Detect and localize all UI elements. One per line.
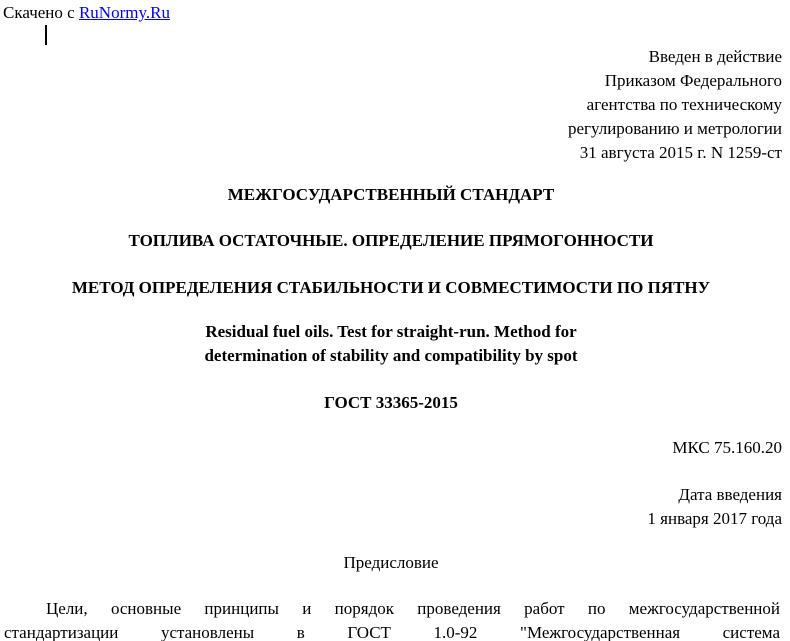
runormy-link[interactable]: RuNormy.Ru bbox=[78, 3, 170, 22]
enactment-line: агентства по техническому bbox=[586, 95, 782, 114]
foreword-line-2: стандартизации установлены в ГОСТ 1.0-92 "Межгосударственная система bbox=[4, 623, 780, 641]
text-cursor bbox=[45, 25, 47, 45]
foreword-line-1: Цели, основные принципы и порядок проведения работ по межгосударственной bbox=[46, 599, 780, 618]
document-title-line-2: МЕТОД ОПРЕДЕЛЕНИЯ СТАБИЛЬНОСТИ И СОВМЕСТИМОСТИ ПО ПЯТНУ bbox=[71, 278, 711, 297]
english-title bbox=[0, 320, 782, 368]
standard-type-heading: МЕЖГОСУДАРСТВЕННЫЙ СТАНДАРТ bbox=[227, 185, 555, 204]
enactment-line: регулированию и метрологии bbox=[567, 119, 782, 138]
gost-number: ГОСТ 33365-2015 bbox=[324, 393, 458, 412]
effective-date bbox=[647, 483, 782, 531]
foreword-paragraph bbox=[4, 597, 780, 641]
source-line bbox=[3, 3, 170, 23]
mks-code: МКС 75.160.20 bbox=[672, 438, 782, 457]
effective-date-value: 1 января 2017 года bbox=[647, 509, 782, 528]
enactment-line: Введен в действие bbox=[648, 47, 782, 66]
english-title-line-1: Residual fuel oils. Test for straight-run. Method for bbox=[205, 322, 577, 341]
document-title-line-1: ТОПЛИВА ОСТАТОЧНЫЕ. ОПРЕДЕЛЕНИЕ ПРЯМОГОННОСТИ bbox=[128, 231, 654, 250]
english-title-line-2: determination of stability and compatibility by spot bbox=[204, 346, 578, 365]
foreword-heading: Предисловие bbox=[343, 553, 439, 572]
effective-date-label: Дата введения bbox=[678, 485, 782, 504]
enactment-line: 31 августа 2015 г. N 1259-ст bbox=[579, 143, 782, 162]
enactment-note bbox=[568, 45, 782, 165]
source-prefix: Скачено с bbox=[3, 3, 79, 22]
enactment-line: Приказом Федерального bbox=[604, 71, 782, 90]
